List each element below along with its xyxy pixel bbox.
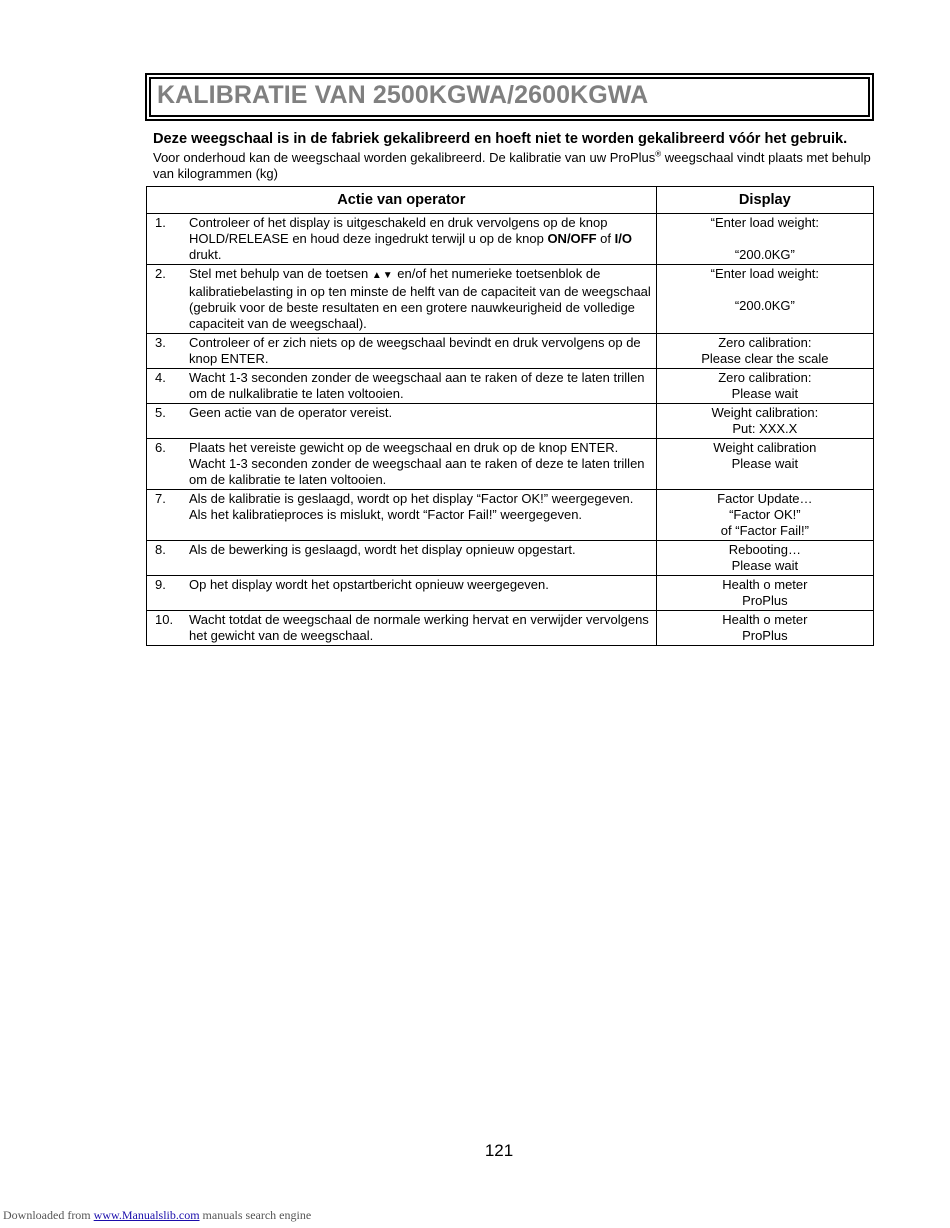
display-line: Please clear the scale bbox=[701, 351, 829, 366]
step-text-part: Controleer of het display is uitgeschakeld en druk vervolgens op de knop HOLD/RELEASE en houd deze ingedrukt terwijl u op de knop bbox=[189, 215, 608, 246]
step-number: 4. bbox=[155, 370, 166, 385]
display-line: Weight calibration: bbox=[711, 405, 819, 420]
display-line: Rebooting… bbox=[728, 542, 801, 557]
table-row bbox=[147, 214, 874, 265]
table-row bbox=[147, 439, 874, 490]
action-cell bbox=[147, 265, 657, 334]
step-text: Als de kalibratie is geslaagd, wordt op het display “Factor OK!” weergegeven. Als het kalibratieproces is mislukt, wordt “Factor Fail!” weergegeven. bbox=[189, 491, 634, 522]
display-line: “Factor OK!” bbox=[729, 507, 801, 522]
page-number: 121 bbox=[484, 1141, 514, 1160]
step-text: Plaats het vereiste gewicht op de weegschaal en druk op de knop ENTER. Wacht 1-3 seconden zonder de weegschaal aan te raken of deze te laten trillen om de kalibratie te laten voltooien. bbox=[189, 440, 645, 487]
action-cell bbox=[147, 369, 657, 404]
registered-mark: ® bbox=[655, 149, 662, 159]
display-line: ProPlus bbox=[742, 628, 788, 643]
display-line: of “Factor Fail!” bbox=[720, 523, 809, 538]
table-row bbox=[147, 265, 874, 334]
action-cell bbox=[147, 576, 657, 611]
step-text: Als de bewerking is geslaagd, wordt het display opnieuw opgestart. bbox=[189, 542, 576, 557]
step-text: Wacht 1-3 seconden zonder de weegschaal aan te raken of deze te laten trillen om de nulkalibratie te laten voltooien. bbox=[189, 370, 645, 401]
display-line: “Enter load weight: bbox=[710, 266, 820, 281]
display-line: Zero calibration: bbox=[718, 335, 812, 350]
step-number: 7. bbox=[155, 491, 166, 506]
intro-text-1: Voor onderhoud kan de weegschaal worden gekalibreerd. De kalibratie van uw ProPlus bbox=[153, 150, 656, 165]
step-number: 9. bbox=[155, 577, 166, 592]
table-row bbox=[147, 611, 874, 646]
footer bbox=[3, 1208, 311, 1223]
display-cell bbox=[656, 265, 873, 334]
step-text-part: en/of het numerieke toetsenblok de kalibratiebelasting in op ten minste de helft van de capaciteit van de weegschaal (gebruik voor de beste resultaten en een grotere nauwkeurigheid de volledige capaciteit van de weegschaal). bbox=[189, 266, 651, 331]
step-number: 6. bbox=[155, 440, 166, 455]
display-line: Please wait bbox=[731, 558, 799, 573]
step-text-part: Stel met behulp van de toetsen bbox=[189, 266, 372, 281]
display-cell bbox=[656, 611, 873, 646]
display-line: Health o meter bbox=[722, 612, 808, 627]
action-cell bbox=[147, 611, 657, 646]
calibration-table bbox=[146, 186, 874, 646]
header-display: Display bbox=[656, 187, 873, 214]
footer-suffix: manuals search engine bbox=[199, 1208, 312, 1222]
display-line: “Enter load weight: bbox=[710, 215, 820, 230]
display-cell bbox=[656, 490, 873, 541]
table-row bbox=[147, 404, 874, 439]
footer-prefix: Downloaded from bbox=[3, 1208, 94, 1222]
display-cell bbox=[656, 439, 873, 490]
display-line: “200.0KG” bbox=[734, 298, 795, 313]
step-number: 10. bbox=[155, 612, 174, 627]
step-number: 8. bbox=[155, 542, 166, 557]
onoff-key-label: ON/OFF bbox=[547, 231, 597, 246]
table-row bbox=[147, 490, 874, 541]
intro-paragraph bbox=[153, 150, 893, 182]
display-cell bbox=[656, 576, 873, 611]
manualslib-link[interactable]: www.Manualslib.com bbox=[93, 1208, 200, 1222]
display-line: ProPlus bbox=[742, 593, 788, 608]
step-text bbox=[189, 215, 652, 263]
display-line: Please wait bbox=[731, 386, 799, 401]
step-text: Geen actie van de operator vereist. bbox=[189, 405, 393, 420]
display-line: Factor Update… bbox=[717, 491, 813, 506]
step-number: 1. bbox=[155, 215, 166, 230]
display-cell bbox=[656, 404, 873, 439]
display-cell bbox=[656, 369, 873, 404]
action-cell bbox=[147, 541, 657, 576]
table-row bbox=[147, 576, 874, 611]
action-cell bbox=[147, 404, 657, 439]
page-title: KALIBRATIE VAN 2500KGWA/2600KGWA bbox=[157, 81, 649, 109]
action-cell bbox=[147, 490, 657, 541]
step-text bbox=[189, 266, 652, 332]
step-text-part: of bbox=[596, 231, 615, 246]
action-cell bbox=[147, 214, 657, 265]
io-key-label: I/O bbox=[614, 231, 632, 246]
step-text: Op het display wordt het opstartbericht opnieuw weergegeven. bbox=[189, 577, 549, 592]
display-line: Zero calibration: bbox=[718, 370, 812, 385]
display-cell bbox=[656, 541, 873, 576]
step-number: 5. bbox=[155, 405, 166, 420]
table-header-row bbox=[147, 187, 874, 214]
table-row bbox=[147, 334, 874, 369]
title-box bbox=[145, 73, 874, 121]
action-cell bbox=[147, 334, 657, 369]
step-text-part: drukt. bbox=[189, 247, 222, 262]
step-text: Wacht totdat de weegschaal de normale werking hervat en verwijder vervolgens het gewicht van de weegschaal. bbox=[189, 612, 649, 643]
display-cell bbox=[656, 214, 873, 265]
up-down-arrow-icon: ▲▼ bbox=[371, 270, 394, 281]
header-action: Actie van operator bbox=[147, 187, 657, 214]
table-row bbox=[147, 541, 874, 576]
action-cell bbox=[147, 439, 657, 490]
step-text: Controleer of er zich niets op de weegschaal bevindt en druk vervolgens op de knop ENTER. bbox=[189, 335, 641, 366]
display-cell bbox=[656, 334, 873, 369]
intro-text-2: weegschaal vindt plaats met behulp van kilogrammen (kg) bbox=[153, 150, 871, 181]
display-line: Please wait bbox=[731, 456, 799, 471]
display-line: “200.0KG” bbox=[734, 247, 795, 262]
step-number: 3. bbox=[155, 335, 166, 350]
display-line: Health o meter bbox=[722, 577, 808, 592]
lead-sentence: Deze weegschaal is in de fabriek gekalibreerd en hoeft niet te worden gekalibreerd vóór het gebruik. bbox=[153, 131, 848, 147]
display-line: Weight calibration bbox=[713, 440, 817, 455]
display-line: Put: XXX.X bbox=[732, 421, 798, 436]
table-row bbox=[147, 369, 874, 404]
step-number: 2. bbox=[155, 266, 166, 281]
